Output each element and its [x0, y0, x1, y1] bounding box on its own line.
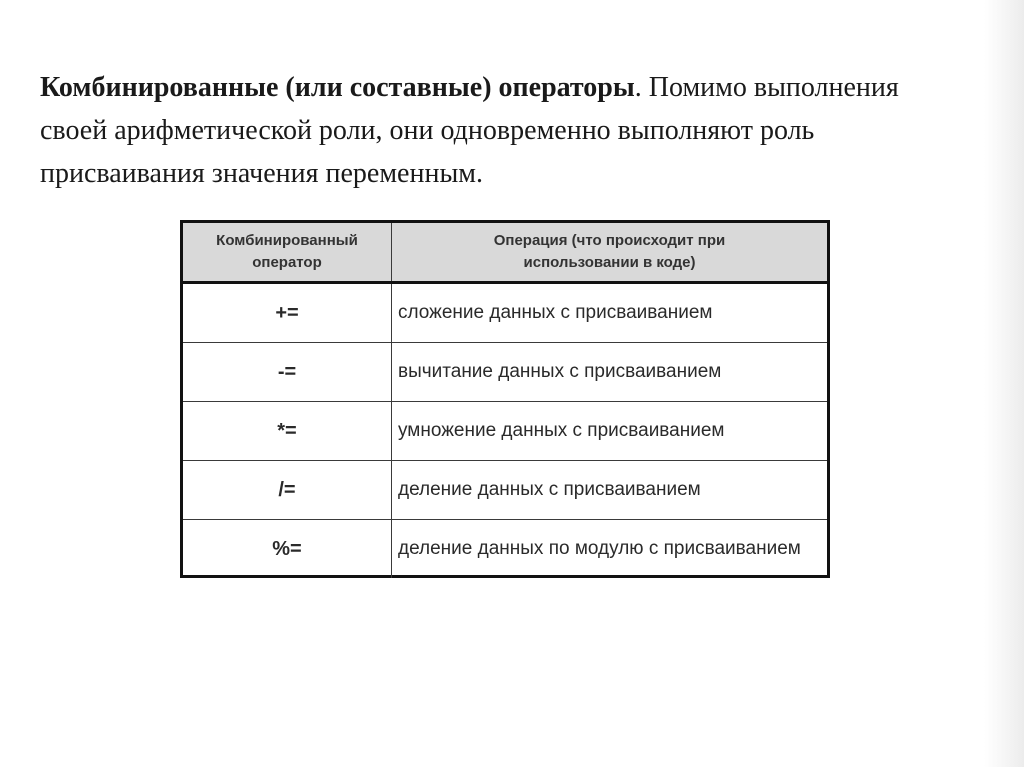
operator-cell: /= — [183, 461, 392, 520]
table-row — [183, 283, 827, 343]
header-operation-line2: использовании в коде) — [523, 254, 696, 271]
description-cell: сложение данных с присваиванием — [392, 283, 828, 343]
header-operator-line2: оператор — [252, 254, 322, 271]
table-row — [183, 343, 827, 402]
header-operator — [183, 223, 392, 283]
intro-text: . Помимо выполнения своей арифметической роли, они одновременно выполняют роль присваивания значения переменным. — [40, 72, 899, 189]
slide-edge-shadow — [984, 0, 1024, 767]
description-cell: умножение данных с присваиванием — [392, 402, 828, 461]
table-row — [183, 461, 827, 520]
description-cell: деление данных по модулю с присваиванием — [392, 520, 828, 579]
operator-cell: -= — [183, 343, 392, 402]
header-operator-line1: Комбинированный — [216, 232, 358, 249]
table-header-row — [183, 223, 827, 283]
header-operation — [392, 223, 828, 283]
intro-term: Комбинированные (или составные) операторы — [40, 72, 635, 103]
intro-paragraph — [40, 66, 940, 195]
header-operation-line1: Операция (что происходит при — [493, 232, 726, 249]
operator-cell: *= — [183, 402, 392, 461]
operator-cell: %= — [183, 520, 392, 579]
description-cell: вычитание данных с присваиванием — [392, 343, 828, 402]
operator-cell: += — [183, 283, 392, 343]
operators-table — [183, 223, 827, 578]
table-row — [183, 520, 827, 579]
description-cell: деление данных с присваиванием — [392, 461, 828, 520]
operators-table-frame — [180, 220, 830, 578]
table-row — [183, 402, 827, 461]
